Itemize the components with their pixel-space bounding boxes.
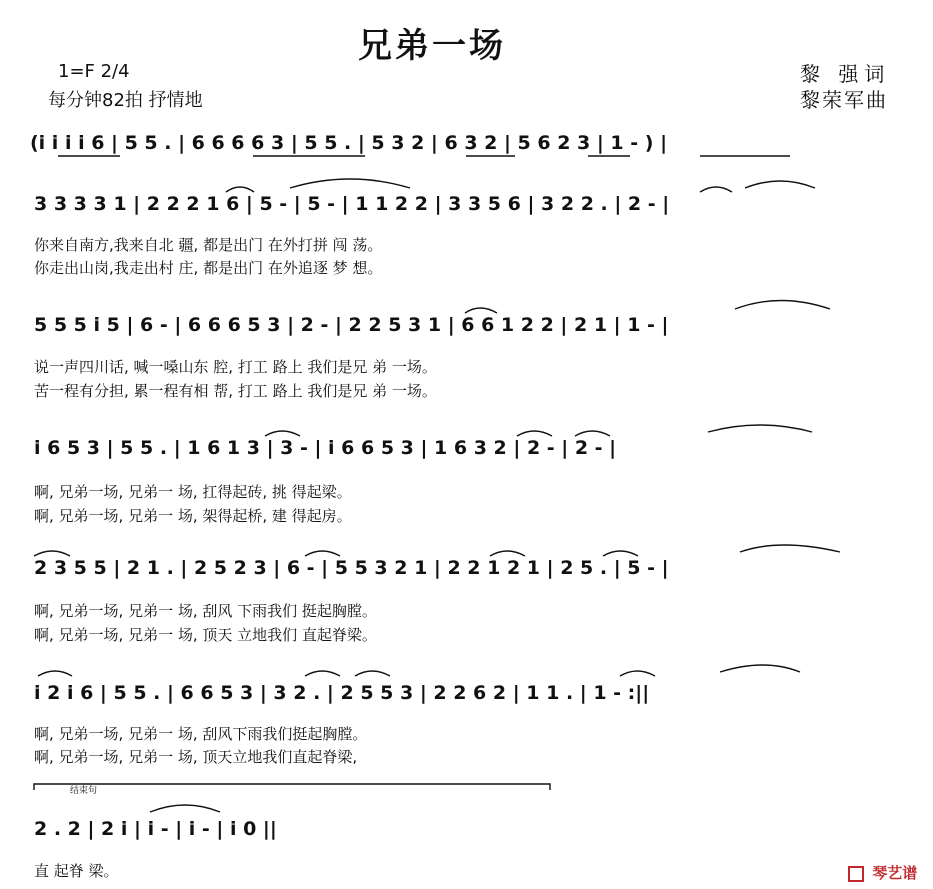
lyric-row-2-verse-2: 你走出山岗,我走出村 庄, 都是出门 在外追逐 梦 想。 <box>34 259 383 277</box>
ending-bracket <box>34 784 550 790</box>
lyric-row-6-verse-2: 啊, 兄弟一场, 兄弟一 场, 顶天立地我们直起脊梁, <box>34 748 358 766</box>
ending-label: 结束句 <box>70 786 98 796</box>
lyric-row-5-verse-1: 啊, 兄弟一场, 兄弟一 场, 刮风 下雨我们 挺起胸膛。 <box>34 602 377 620</box>
lyric-row-5-verse-2: 啊, 兄弟一场, 兄弟一 场, 顶天 立地我们 直起脊梁。 <box>34 626 377 644</box>
slur-mark <box>490 551 525 556</box>
slur-mark <box>575 431 610 436</box>
lyric-row-3-verse-1: 说一声四川话, 喊一嗓山东 腔, 打工 路上 我们是兄 弟 一场。 <box>34 358 437 376</box>
lyricist-credit: 黎 强词 <box>800 62 891 86</box>
slur-mark <box>226 187 254 192</box>
notation-row-5: 2 3 5 5 | 2 1 . | 2 5 2 3 | 6 - | 5 5 3 2 1 | 2 2 1 2 1 | 2 5 . | 5 - | <box>34 557 669 579</box>
slur-mark <box>517 431 552 436</box>
lyric-row-4-verse-1: 啊, 兄弟一场, 兄弟一 场, 扛得起砖, 挑 得起梁。 <box>34 483 352 501</box>
slur-mark <box>735 301 830 310</box>
notation-row-2: 3 3 3 3 1 | 2 2 2 1 6 | 5 - | 5 - | 1 1 2 2 | 3 3 5 6 | 3 2 2 . | 2 - | <box>34 193 670 215</box>
lyric-row-6-verse-1: 啊, 兄弟一场, 兄弟一 场, 刮风下雨我们挺起胸膛。 <box>34 725 368 743</box>
tempo-marking: 每分钟82拍 抒情地 <box>48 90 203 111</box>
slur-mark <box>708 425 812 432</box>
slur-mark <box>603 551 638 556</box>
slur-mark <box>620 671 655 676</box>
slur-mark <box>265 431 300 436</box>
slur-mark <box>355 671 390 676</box>
notation-row-3: 5 5 5 i 5 | 6 - | 6 6 6 5 3 | 2 - | 2 2 5 3 1 | 6 6 1 2 2 | 2 1 | 1 - | <box>34 314 669 336</box>
lyric-row-4-verse-2: 啊, 兄弟一场, 兄弟一 场, 架得起桥, 建 得起房。 <box>34 507 352 525</box>
notation-row-6: i 2 i 6 | 5 5 . | 6 6 5 3 | 3 2 . | 2 5 5 3 | 2 2 6 2 | 1 1 . | 1 - :|| <box>34 682 650 704</box>
lyric-row-2-verse-1: 你来自南方,我来自北 疆, 都是出门 在外打拼 闯 荡。 <box>34 236 383 254</box>
slur-mark <box>305 671 340 676</box>
slur-mark <box>700 187 732 192</box>
slur-mark <box>720 665 800 672</box>
slur-mark <box>34 551 70 556</box>
slur-mark <box>290 179 410 188</box>
key-time-signature: 1=F 2/4 <box>58 61 130 82</box>
slur-mark <box>150 805 220 812</box>
logo-text: 琴艺谱 <box>872 864 918 882</box>
lyric-row-3-verse-2: 苦一程有分担, 累一程有相 帮, 打工 路上 我们是兄 弟 一场。 <box>34 382 437 400</box>
composer-credit: 黎荣军曲 <box>800 88 888 112</box>
site-logo <box>848 862 917 883</box>
slur-mark <box>305 551 340 556</box>
lyric-ending: 直 起脊 梁。 <box>34 862 119 880</box>
notation-ending: 2 . 2 | 2 i | i - | i - | i 0 || <box>34 818 277 840</box>
slur-mark <box>740 545 840 552</box>
song-title: 兄弟一场 <box>358 26 506 66</box>
logo-mark-icon <box>848 866 864 882</box>
notation-row-1: (i i i i 6 | 5 5 . | 6 6 6 6 3 | 5 5 . | 5 3 2 | 6 3 2 | 5 6 2 3 | 1 - ) | <box>30 132 668 154</box>
notation-row-4: i 6 5 3 | 5 5 . | 1 6 1 3 | 3 - | i 6 6 5 3 | 1 6 3 2 | 2 - | 2 - | <box>34 437 617 459</box>
slur-mark <box>465 308 497 313</box>
slur-mark <box>38 671 72 676</box>
slur-mark <box>745 181 815 188</box>
